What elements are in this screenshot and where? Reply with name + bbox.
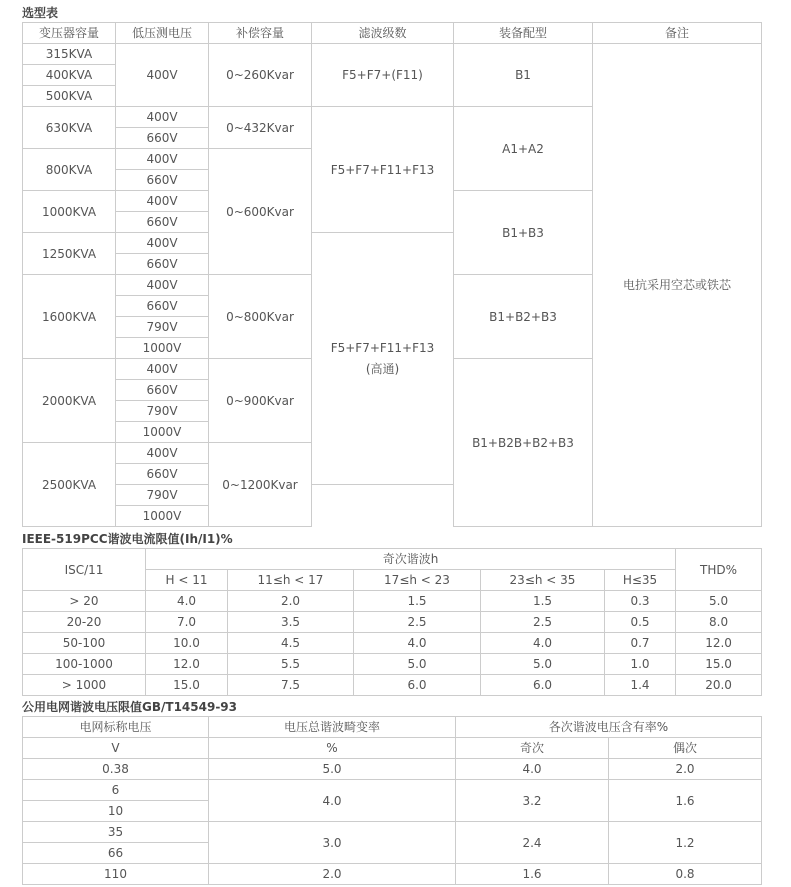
voltage-cell: 660V: [116, 128, 209, 149]
value-cell: 2.0: [228, 591, 354, 612]
compensation-cell: 0~600Kvar: [209, 149, 312, 275]
subheader-cell: H < 11: [146, 570, 228, 591]
capacity-cell: 630KVA: [23, 107, 116, 149]
gb-table-title: 公用电网谐波电压限值GB/T14549-93: [22, 700, 237, 714]
header-low-voltage: 低压测电压: [116, 23, 209, 44]
value-cell: 12.0: [146, 654, 228, 675]
compensation-cell: 0~260Kvar: [209, 44, 312, 107]
value-cell: 4.0: [146, 591, 228, 612]
value-cell: 0.5: [605, 612, 676, 633]
equipment-cell: B1+B2+B3: [454, 275, 593, 359]
filter-cell: [312, 233, 454, 485]
header-odd: 奇次: [456, 738, 609, 759]
equipment-cell: B1: [454, 44, 593, 107]
compensation-cell: 0~1200Kvar: [209, 443, 312, 527]
capacity-cell: 315KVA: [23, 44, 116, 65]
voltage-cell: 400V: [116, 359, 209, 380]
even-cell: 2.0: [609, 759, 762, 780]
value-cell: 1.4: [605, 675, 676, 696]
compensation-cell: 0~432Kvar: [209, 107, 312, 149]
value-cell: 0.7: [605, 633, 676, 654]
value-cell: 4.0: [481, 633, 605, 654]
capacity-cell: 1250KVA: [23, 233, 116, 275]
header-equipment: 装备配型: [454, 23, 593, 44]
header-filter-stages: 滤波级数: [312, 23, 454, 44]
thd-cell: 12.0: [676, 633, 762, 654]
header-transformer-capacity: 变压器容量: [23, 23, 116, 44]
table-row: [23, 591, 762, 612]
value-cell: 1.5: [481, 591, 605, 612]
voltage-cell: 400V: [116, 233, 209, 254]
remark-cell: 电抗采用空芯或铁芯: [593, 44, 762, 527]
equipment-cell: A1+A2: [454, 107, 593, 191]
thd-cell: 15.0: [676, 654, 762, 675]
capacity-cell: 500KVA: [23, 86, 116, 107]
capacity-cell: 2500KVA: [23, 443, 116, 527]
capacity-cell: 2000KVA: [23, 359, 116, 443]
table-row: [23, 675, 762, 696]
capacity-cell: 1600KVA: [23, 275, 116, 359]
gb-harmonic-voltage-table: [22, 716, 762, 885]
voltage-cell: 400V: [116, 275, 209, 296]
voltage-cell: 790V: [116, 317, 209, 338]
table-header-row: [23, 23, 762, 44]
equipment-cell: B1+B2B+B2+B3: [454, 359, 593, 527]
header-harmonic-content: 各次谐波电压含有率%: [456, 717, 762, 738]
even-cell: 1.2: [609, 822, 762, 864]
value-cell: 0.3: [605, 591, 676, 612]
filter-text: F5+F7+F11+F13: [330, 340, 435, 355]
odd-cell: 2.4: [456, 822, 609, 864]
voltage-cell: 660V: [116, 380, 209, 401]
voltage-cell: 660V: [116, 296, 209, 317]
subheader-cell: 17≤h < 23: [354, 570, 481, 591]
capacity-cell: 1000KVA: [23, 191, 116, 233]
isc-cell: > 20: [23, 591, 146, 612]
voltage-cell: 10: [23, 801, 209, 822]
header-thd: THD%: [676, 549, 762, 591]
table-row: [23, 759, 762, 780]
ieee-table-title: IEEE-519PCC谐波电流限值(Ih/I1)%: [22, 532, 233, 546]
selection-table: [22, 22, 762, 527]
value-cell: 2.5: [354, 612, 481, 633]
voltage-cell: 66: [23, 843, 209, 864]
equipment-cell: B1+B3: [454, 191, 593, 275]
voltage-cell: 1000V: [116, 422, 209, 443]
ieee-harmonic-current-table: [22, 548, 762, 696]
value-cell: 15.0: [146, 675, 228, 696]
table-row: [23, 822, 762, 843]
value-cell: 7.5: [228, 675, 354, 696]
value-cell: 5.0: [354, 654, 481, 675]
table-header-row: [23, 549, 762, 570]
header-total-thd: 电压总谐波畸变率: [209, 717, 456, 738]
compensation-cell: 0~900Kvar: [209, 359, 312, 443]
isc-cell: 20-20: [23, 612, 146, 633]
header-nominal-voltage: 电网标称电压: [23, 717, 209, 738]
voltage-cell: 110: [23, 864, 209, 885]
filter-cell: F5+F7+(F11): [312, 44, 454, 107]
voltage-cell: 660V: [116, 464, 209, 485]
voltage-cell: 1000V: [116, 506, 209, 527]
header-odd-harmonics: 奇次谐波h: [146, 549, 676, 570]
thd-cell: 5.0: [209, 759, 456, 780]
header-even: 偶次: [609, 738, 762, 759]
voltage-cell: 400V: [116, 149, 209, 170]
compensation-cell: 0~800Kvar: [209, 275, 312, 359]
even-cell: 0.8: [609, 864, 762, 885]
voltage-cell: 660V: [116, 254, 209, 275]
isc-cell: 50-100: [23, 633, 146, 654]
value-cell: 5.0: [481, 654, 605, 675]
voltage-cell: 400V: [116, 191, 209, 212]
filter-note: (高通): [365, 361, 400, 376]
voltage-cell: 6: [23, 780, 209, 801]
table-row: [23, 633, 762, 654]
subheader-cell: 23≤h < 35: [481, 570, 605, 591]
capacity-cell: 400KVA: [23, 65, 116, 86]
thd-cell: 2.0: [209, 864, 456, 885]
header-remark: 备注: [593, 23, 762, 44]
table-subheader-row: [23, 738, 762, 759]
thd-cell: 20.0: [676, 675, 762, 696]
voltage-cell: 790V: [116, 401, 209, 422]
value-cell: 4.0: [354, 633, 481, 654]
subheader-cell: H≤35: [605, 570, 676, 591]
thd-cell: 8.0: [676, 612, 762, 633]
table-header-row: [23, 717, 762, 738]
value-cell: 1.0: [605, 654, 676, 675]
header-compensation: 补偿容量: [209, 23, 312, 44]
capacity-cell: 800KVA: [23, 149, 116, 191]
isc-cell: > 1000: [23, 675, 146, 696]
table-row: [23, 864, 762, 885]
thd-cell: 4.0: [209, 780, 456, 822]
table-row: [23, 654, 762, 675]
value-cell: 4.5: [228, 633, 354, 654]
table-row: [23, 780, 762, 801]
voltage-cell: 400V: [116, 443, 209, 464]
voltage-cell: 400V: [116, 44, 209, 107]
voltage-cell: 0.38: [23, 759, 209, 780]
value-cell: 5.5: [228, 654, 354, 675]
odd-cell: 1.6: [456, 864, 609, 885]
value-cell: 3.5: [228, 612, 354, 633]
isc-cell: 100-1000: [23, 654, 146, 675]
value-cell: 1.5: [354, 591, 481, 612]
value-cell: 6.0: [481, 675, 605, 696]
header-thd-unit: %: [209, 738, 456, 759]
voltage-cell: 400V: [116, 107, 209, 128]
voltage-cell: 35: [23, 822, 209, 843]
subheader-cell: 11≤h < 17: [228, 570, 354, 591]
header-voltage-unit: V: [23, 738, 209, 759]
table-row: [23, 612, 762, 633]
thd-cell: 3.0: [209, 822, 456, 864]
table-row: [23, 44, 762, 65]
thd-cell: 5.0: [676, 591, 762, 612]
value-cell: 10.0: [146, 633, 228, 654]
header-isc: ISC/11: [23, 549, 146, 591]
voltage-cell: 1000V: [116, 338, 209, 359]
filter-cell: F5+F7+F11+F13: [312, 107, 454, 233]
even-cell: 1.6: [609, 780, 762, 822]
voltage-cell: 790V: [116, 485, 209, 506]
odd-cell: 4.0: [456, 759, 609, 780]
value-cell: 7.0: [146, 612, 228, 633]
odd-cell: 3.2: [456, 780, 609, 822]
selection-table-title: 选型表: [22, 6, 59, 20]
value-cell: 2.5: [481, 612, 605, 633]
voltage-cell: 660V: [116, 212, 209, 233]
voltage-cell: 660V: [116, 170, 209, 191]
value-cell: 6.0: [354, 675, 481, 696]
